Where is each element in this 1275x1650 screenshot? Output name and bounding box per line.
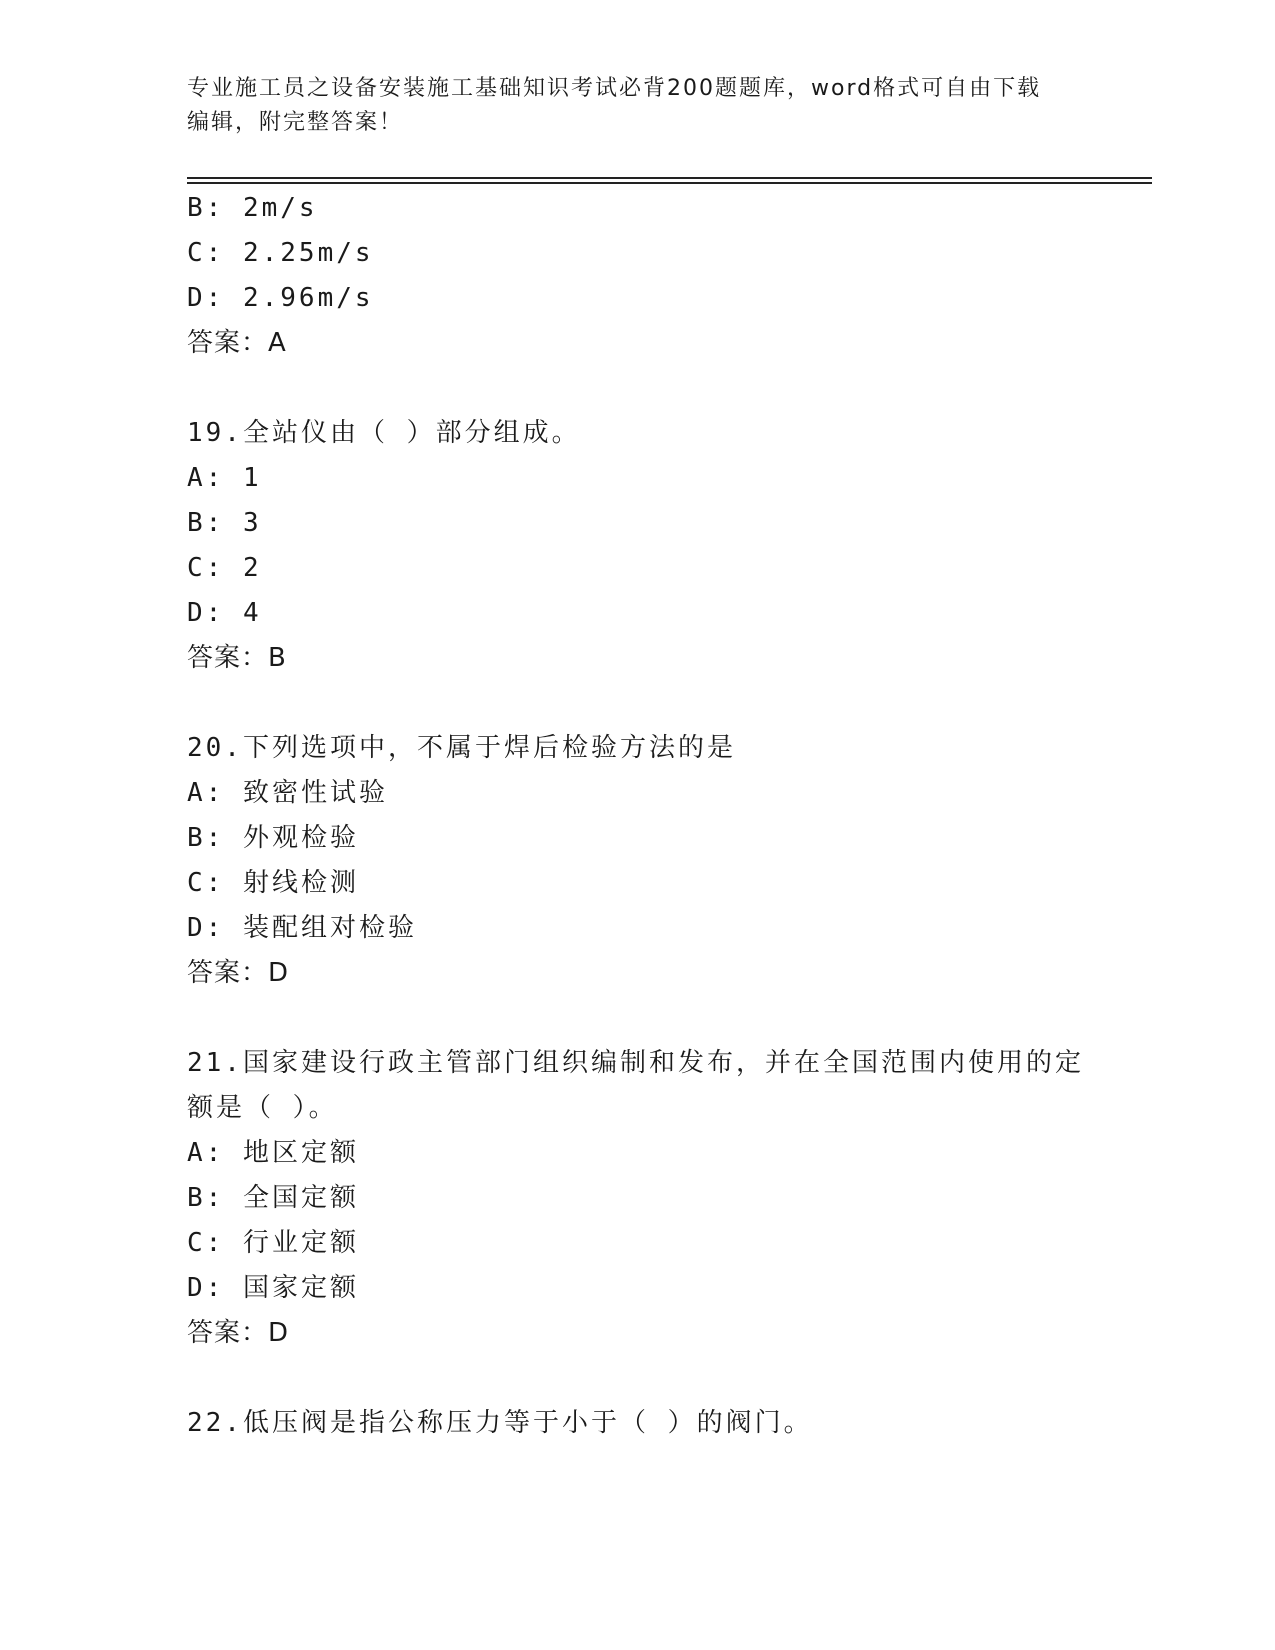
header-line-2: 编辑，附完整答案！ (187, 110, 404, 135)
header-divider-top (187, 177, 1152, 179)
answer: 答案：D (187, 1318, 290, 1348)
question-stem: 22.低压阀是指公称压力等于小于（ ）的阀门。 (187, 1408, 813, 1438)
option-d: D: 4 (187, 598, 262, 628)
question-stem: 19.全站仪由（ ）部分组成。 (187, 418, 581, 448)
header-divider-bottom (187, 182, 1152, 184)
option-b: B: 外观检验 (187, 823, 359, 853)
option-d: D: 装配组对检验 (187, 913, 417, 943)
header-line-1: 专业施工员之设备安装施工基础知识考试必背200题题库，word格式可自由下载 (187, 76, 1042, 101)
option-c: C: 射线检测 (187, 868, 359, 898)
option-a: A: 致密性试验 (187, 778, 388, 808)
option-b: B: 2m/s (187, 193, 318, 223)
question-stem: 20.下列选项中，不属于焊后检验方法的是 (187, 733, 736, 763)
option-c: C: 2 (187, 553, 262, 583)
question-stem-line-2: 额是（ ）。 (187, 1093, 338, 1123)
question-stem-line-1: 21.国家建设行政主管部门组织编制和发布，并在全国范围内使用的定 (187, 1048, 1084, 1078)
option-c: C: 2.25m/s (187, 238, 374, 268)
option-c: C: 行业定额 (187, 1228, 359, 1258)
option-a: A: 地区定额 (187, 1138, 359, 1168)
answer: 答案：A (187, 328, 287, 358)
option-d: D: 国家定额 (187, 1273, 359, 1303)
answer: 答案：B (187, 643, 287, 673)
option-a: A: 1 (187, 463, 262, 493)
option-b: B: 全国定额 (187, 1183, 359, 1213)
option-d: D: 2.96m/s (187, 283, 374, 313)
document-header (187, 72, 1087, 140)
option-b: B: 3 (187, 508, 262, 538)
answer: 答案：D (187, 958, 290, 988)
